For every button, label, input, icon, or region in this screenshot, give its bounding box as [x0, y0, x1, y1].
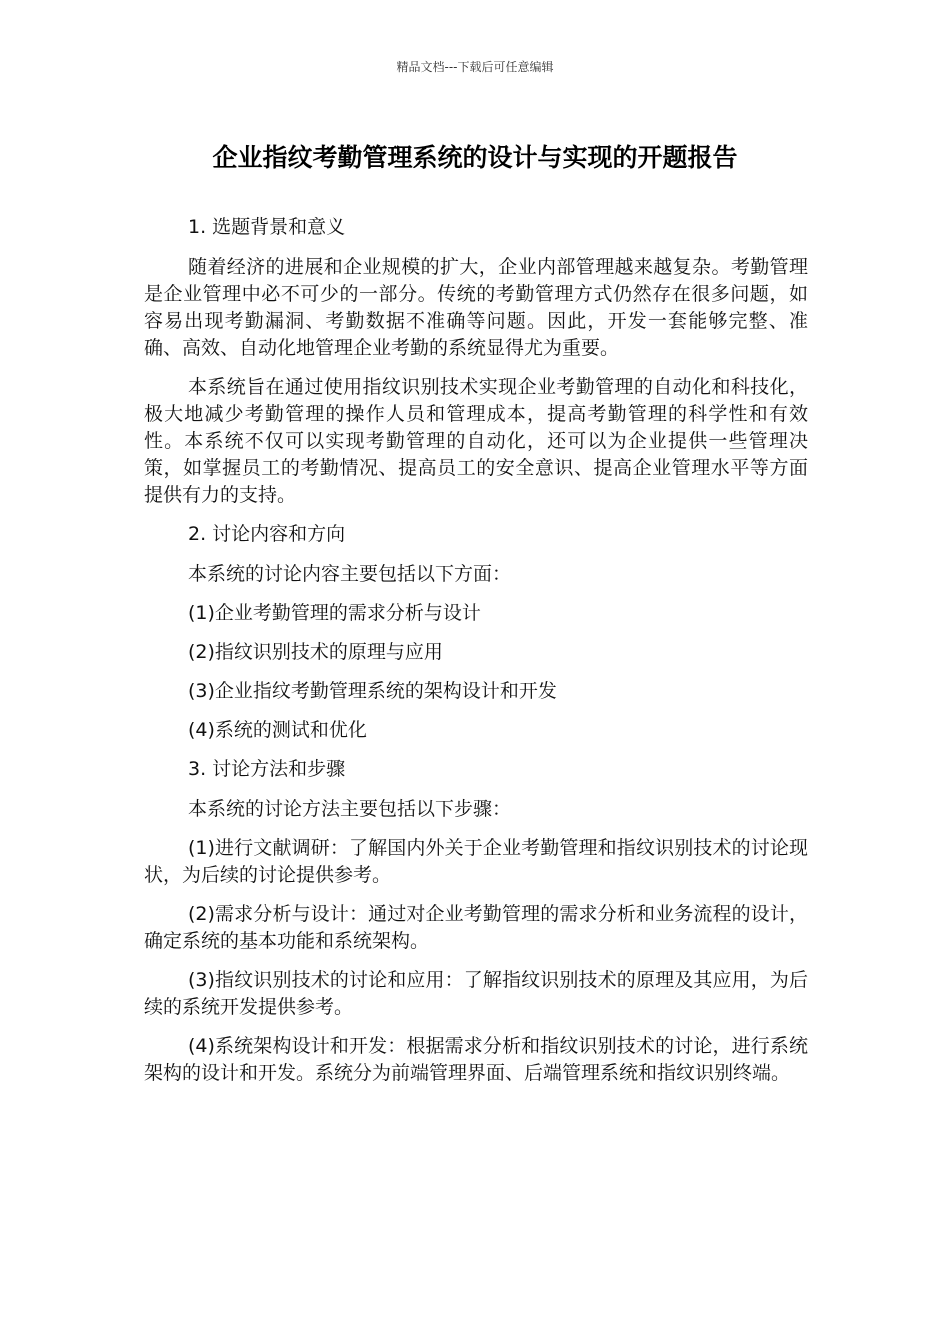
paragraph-method-intro: 本系统的讨论方法主要包括以下步骤： — [188, 798, 512, 820]
section-heading-1: 1. 选题背景和意义 — [188, 216, 346, 238]
document-title: 企业指纹考勤管理系统的设计与实现的开题报告 — [212, 143, 738, 172]
section-heading-2: 2. 讨论内容和方向 — [188, 523, 346, 545]
section-heading-3: 3. 讨论方法和步骤 — [188, 758, 346, 780]
list-item-method-1: (1)进行文献调研：了解国内外关于企业考勤管理和指纹识别技术的讨论现状，为后续的讨论提供参考。 — [144, 837, 808, 886]
list-item-content-2: (2)指纹识别技术的原理与应用 — [188, 641, 443, 663]
paragraph-purpose: 本系统旨在通过使用指纹识别技术实现企业考勤管理的自动化和科技化，极大地减少考勤管理的操作人员和管理成本，提高考勤管理的科学性和有效性。本系统不仅可以实现考勤管理的自动化，还可以为企业提供一些管理决策，如掌握员工的考勤情况、提高员工的安全意识、提高企业管理水平等方面提供有力的支持。 — [144, 376, 808, 506]
list-item-method-4: (4)系统架构设计和开发：根据需求分析和指纹识别技术的讨论，进行系统架构的设计和开发。系统分为前端管理界面、后端管理系统和指纹识别终端。 — [144, 1035, 808, 1084]
list-item-method-3: (3)指纹识别技术的讨论和应用：了解指纹识别技术的原理及其应用，为后续的系统开发提供参考。 — [144, 969, 808, 1018]
list-item-content-1: (1)企业考勤管理的需求分析与设计 — [188, 602, 481, 624]
header-note: 精品文档---下载后可任意编辑 — [396, 60, 554, 74]
list-item-content-4: (4)系统的测试和优化 — [188, 719, 367, 741]
paragraph-content-intro: 本系统的讨论内容主要包括以下方面： — [188, 563, 512, 585]
document-body — [144, 214, 808, 1099]
list-item-method-2: (2)需求分析与设计：通过对企业考勤管理的需求分析和业务流程的设计，确定系统的基本功能和系统架构。 — [144, 903, 808, 952]
paragraph-background: 随着经济的进展和企业规模的扩大，企业内部管理越来越复杂。考勤管理是企业管理中必不可少的一部分。传统的考勤管理方式仍然存在很多问题，如容易出现考勤漏洞、考勤数据不准确等问题。因此，开发一套能够完整、准确、高效、自动化地管理企业考勤的系统显得尤为重要。 — [144, 256, 808, 359]
list-item-content-3: (3)企业指纹考勤管理系统的架构设计和开发 — [188, 680, 557, 702]
